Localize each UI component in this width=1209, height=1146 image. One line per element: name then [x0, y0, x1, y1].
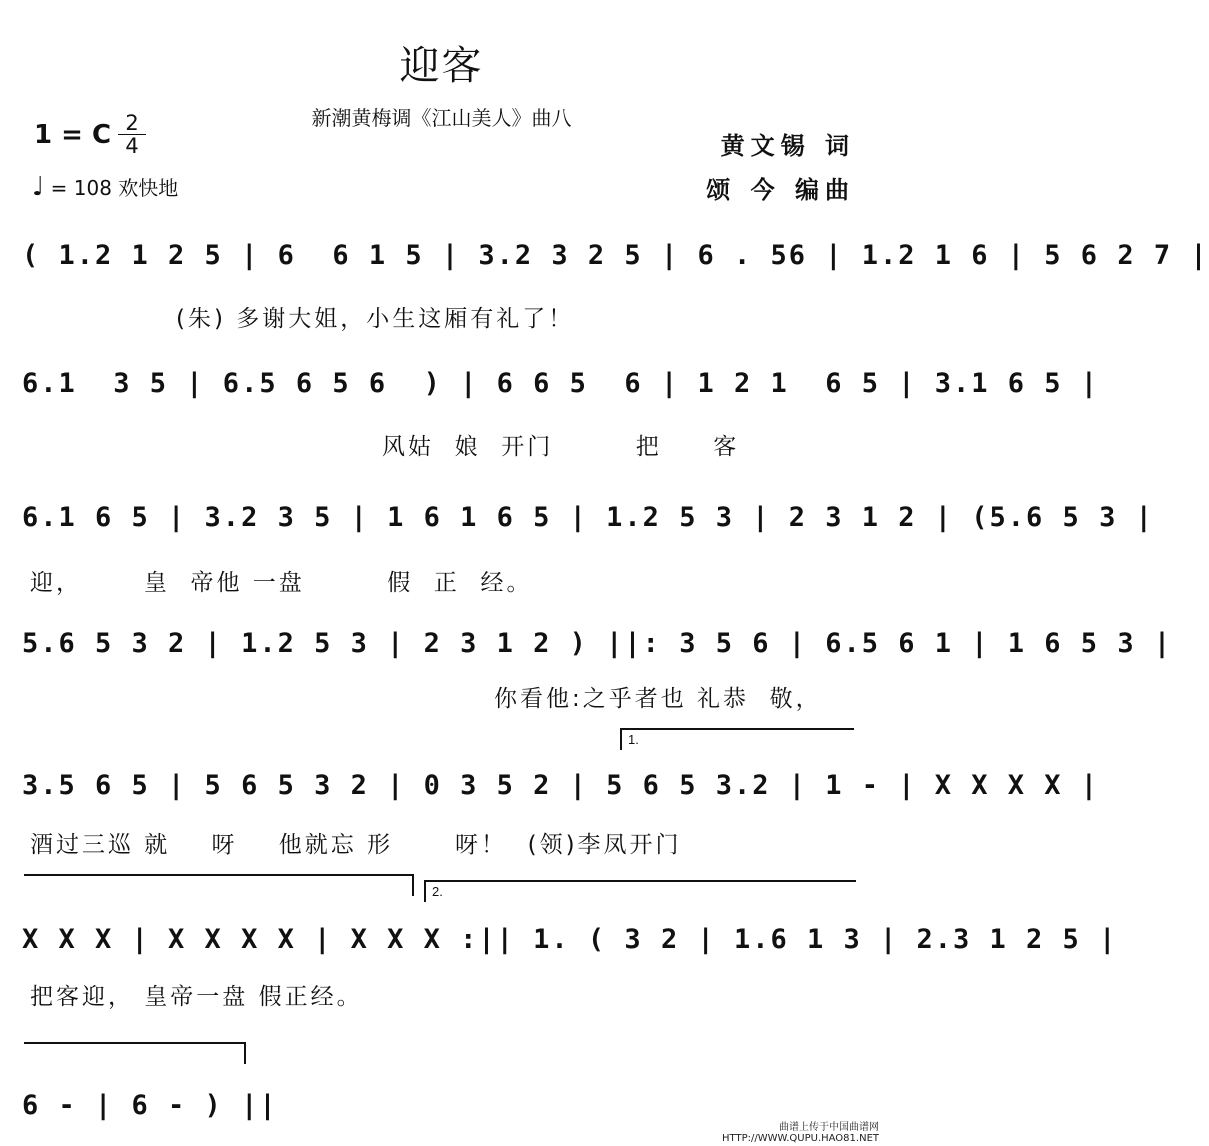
lyric-line-6: 把客迎， 皇帝一盘 假正经。: [30, 984, 363, 1010]
score-line-4: [22, 628, 1173, 684]
score-line-6: [22, 924, 1118, 980]
score-line-5: [22, 770, 1100, 826]
notation-line-6: X X X | X X X X | X X X :|| 1. ( 3 2 | 1.6 1 3 | 2.3 1 2 5 |: [22, 924, 1118, 955]
watermark-line-2: HTTP://WWW.QUPU.HAO81.NET: [722, 1133, 879, 1144]
notation-line-1: ( 1.2 1 2 5 | 6 6 1 5 | 3.2 3 2 5 | 6 . 56 | 1.2 1 6 | 5 6 2 7 |: [22, 240, 1209, 271]
notation-line-5: 3.5 6 5 | 5 6 5 3 2 | 0 3 5 2 | 5 6 5 3.2 | 1 - | X X X X |: [22, 770, 1100, 801]
watermark: [722, 1122, 879, 1144]
lyric-line-5: 酒过三巡 就 呀 他就忘 形 呀！ (领)李凤开门: [30, 832, 682, 858]
notation-line-7: 6 - | 6 - ) ||: [22, 1090, 278, 1121]
lyric-line-3: 迎， 皇 帝他 一盘 假 正 经。: [30, 570, 533, 596]
second-ending-continuation: [24, 1042, 246, 1064]
score-line-3: [22, 502, 1154, 558]
song-title: 迎客: [399, 43, 484, 89]
quarter-note-icon: ♩: [32, 172, 45, 202]
key-signature: 1 = C: [34, 120, 112, 150]
notation-line-2: 6.1 3 5 | 6.5 6 5 6 ) | 6 6 5 6 | 1 2 1 6 5 | 3.1 6 5 |: [22, 368, 1100, 399]
time-signature-top: 2: [125, 111, 139, 135]
second-ending-label: 2.: [432, 884, 443, 899]
notation-line-4: 5.6 5 3 2 | 1.2 5 3 | 2 3 1 2 ) ||: 3 5 6 | 6.5 6 1 | 1 6 5 3 |: [22, 628, 1173, 659]
composer-credit: 颂 今 编曲: [706, 175, 855, 204]
lyric-line-1: (朱) 多谢大姐，小生这厢有礼了！: [176, 306, 575, 332]
score-line-2: [22, 368, 1100, 424]
tempo-text: = 108 欢快地: [50, 176, 179, 200]
tempo-marking: [32, 172, 178, 202]
first-ending-label: 1.: [628, 732, 639, 747]
song-subtitle: 新潮黄梅调《江山美人》曲八: [311, 106, 572, 130]
first-ending-continuation: [24, 874, 414, 896]
watermark-line-1: 曲谱上传于中国曲谱网: [779, 1122, 879, 1133]
time-signature: [118, 112, 146, 157]
first-ending-bracket: [620, 728, 854, 750]
lyric-line-4: 你看他:之乎者也 礼恭 敬，: [494, 686, 822, 712]
lyric-line-2: 风姑 娘 开门 把 客: [382, 434, 740, 460]
time-signature-bottom: 4: [118, 134, 146, 157]
notation-line-3: 6.1 6 5 | 3.2 3 5 | 1 6 1 6 5 | 1.2 5 3 | 2 3 1 2 | (5.6 5 3 |: [22, 502, 1154, 533]
lyricist-credit: 黄文锡 词: [720, 131, 855, 160]
score-line-1: [22, 240, 1209, 296]
second-ending-bracket: [424, 880, 856, 902]
